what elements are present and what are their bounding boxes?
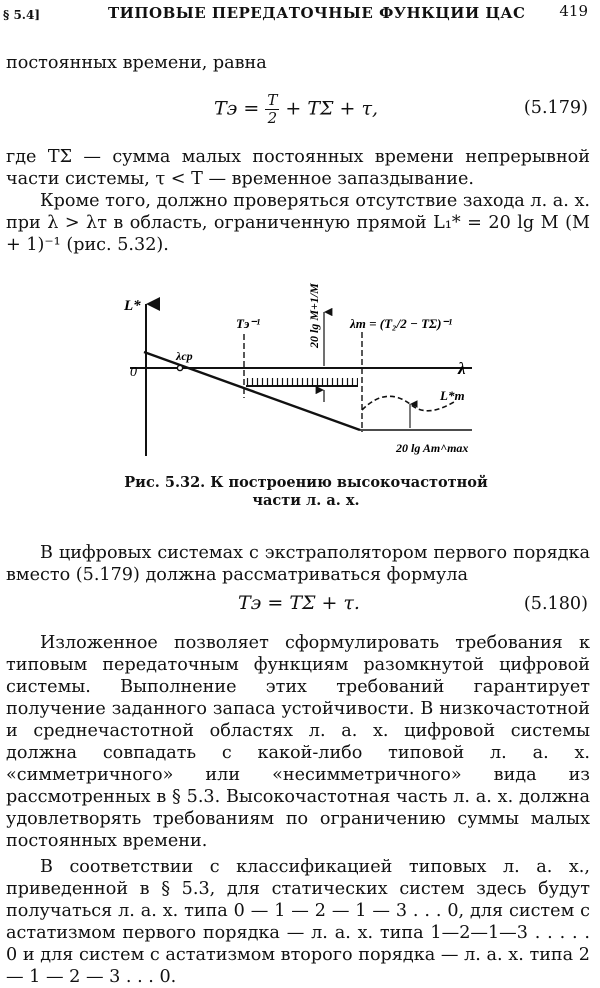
- section-ref: § 5.4]: [3, 8, 41, 22]
- figure-5-32: [110, 270, 490, 470]
- para-also: Кроме того, должно проверяться отсутствие захода л. а. х. при λ > λт в область, ограниченную прямой L₁* = 20 lg M (M + 1)⁻¹ (рис. 5.32).: [6, 191, 590, 255]
- eq180-body: Tэ = TΣ + τ.: [238, 592, 360, 614]
- para-digital: В цифровых системах с экстраполятором первого порядка вместо (5.179) должна рассматриваться формула: [6, 543, 590, 585]
- bottom-label: 20 lg Aт^max: [396, 441, 469, 455]
- eq179-lhs: Tэ =: [214, 97, 260, 120]
- caption-line-1: Рис. 5.32. К построению высокочастотной: [124, 474, 488, 491]
- para-summary: Изложенное позволяет сформулировать требования к типовым передаточным функциям разомкнутой цифровой системы. Выполнение этих требований гарантирует получение заданного запаса устойчивости. В низкочастотной и среднечастотной областях л. а. х. цифровой системы должна совпадать с какой-либо типовой л. а. х. «симметричного» или «несимметричного» вида из рассмотренных в § 5.3. Высокочастотная часть л. а. х. должна удовлетворять требованиям по ограничению суммы малых постоянных времени.: [6, 633, 590, 851]
- crossover-label: λср: [176, 349, 193, 363]
- x-axis-label: λ: [458, 359, 466, 378]
- origin-label: 0: [130, 365, 137, 380]
- te-marker-label: Tэ⁻¹: [236, 316, 261, 331]
- text-block-2: [6, 542, 590, 586]
- lambda-t-label: λт = (T₂/2 − TΣ)⁻¹: [350, 316, 453, 331]
- eq179-frac-den: 2: [267, 109, 278, 127]
- lah-line: [144, 352, 360, 430]
- lt-curve-label: L*т: [440, 388, 465, 403]
- text-block-1: [6, 146, 590, 256]
- running-title: ТИПОВЫЕ ПЕРЕДАТОЧНЫЕ ФУНКЦИИ ЦАС: [108, 4, 526, 22]
- crossover-point: [177, 365, 182, 370]
- eq179-number: (5.179): [523, 98, 588, 118]
- equation-5-180: [0, 586, 600, 634]
- eq179-fraction: [265, 92, 279, 127]
- para-where: где TΣ — сумма малых постоянных времени непрерывной части системы, τ < T — временное запаздывание.: [6, 147, 590, 189]
- intro-text: [6, 52, 590, 74]
- eq179-frac-num: T: [267, 91, 278, 109]
- eq180-number: (5.180): [523, 594, 588, 614]
- page-number: 419: [559, 2, 588, 20]
- intro-line: постоянных времени, равна: [6, 53, 267, 73]
- eq179-rhs: + TΣ + τ,: [285, 97, 379, 120]
- caption-line-2: части л. а. х.: [252, 492, 360, 509]
- text-block-3: [6, 632, 590, 988]
- para-class: В соответствии с классификацией типовых л. а. х., приведенной в § 5.3, для статических систем здесь будут получаться л. а. х. типа 0 — 1 — 2 — 1 — 3 . . . 0, для систем с астатизмом первого порядка — л. а. х. типа 1—2—1—3 . . . . . 0 и для систем с астатизмом второго порядка — л. а. х. типа 2 — 1 — 2 — 3 . . . 0.: [6, 857, 590, 987]
- running-header: [0, 2, 600, 32]
- dim-label: 20 lg M+1/M: [307, 283, 321, 348]
- boundary-hatch: [246, 378, 358, 385]
- equation-5-179: [0, 86, 600, 134]
- y-axis-label: L*: [124, 298, 141, 314]
- figure-caption: [96, 474, 516, 510]
